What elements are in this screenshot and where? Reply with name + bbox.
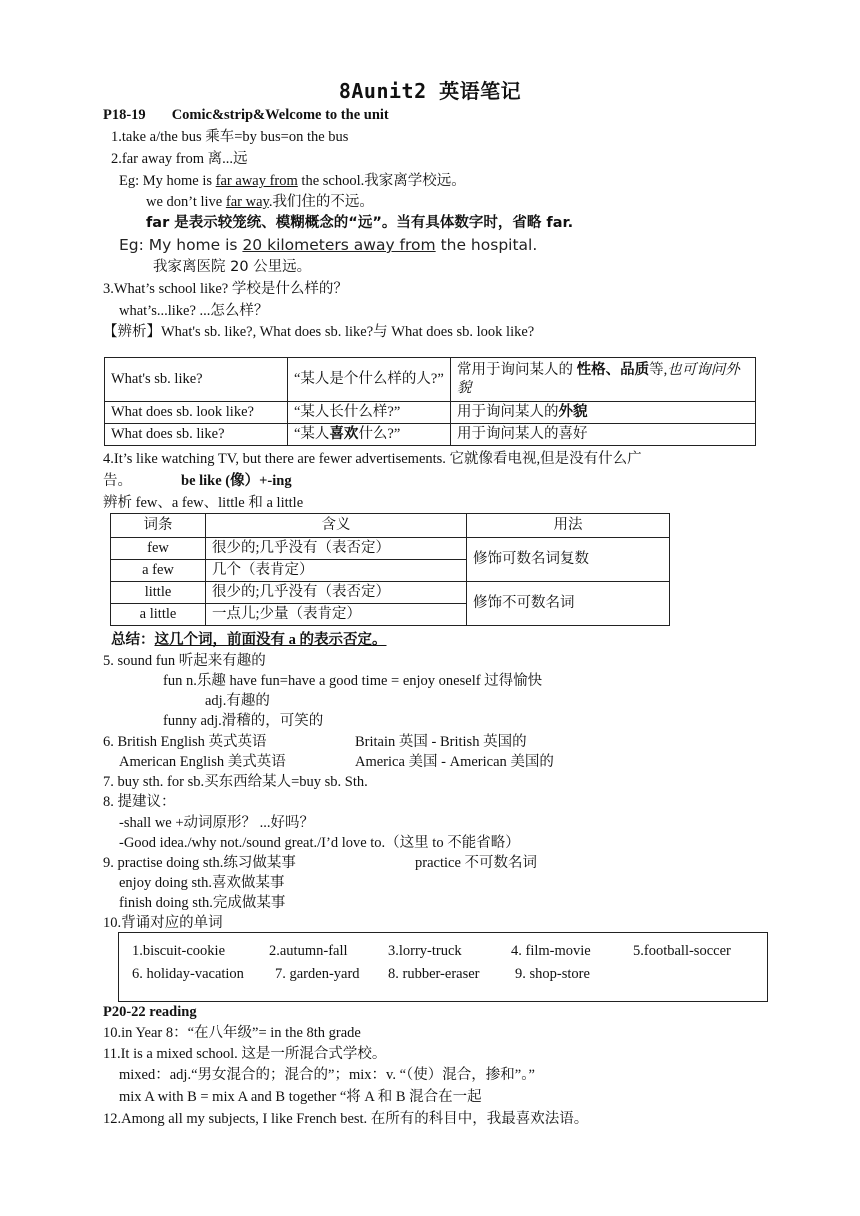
table-cell: 几个（表肯定） <box>206 560 467 582</box>
note-8: 8. 提建议： <box>103 794 176 810</box>
note-4b: 告。 <box>103 473 132 489</box>
table-cell: little <box>111 582 206 604</box>
cell-bold: 性格、品质 <box>576 362 650 379</box>
cell-italic: 也可询问外貌 <box>457 362 740 396</box>
note-9a: 9. practise doing sth.练习做某事 <box>103 855 296 871</box>
example-3-post: the hospital. <box>435 236 538 254</box>
table-cell <box>451 358 756 402</box>
bianxi-1: 【辨析】What's sb. like?, What does sb. like?与 What does sb. look like? <box>103 324 535 340</box>
table-row <box>105 424 756 446</box>
note-3b: what’s...like? ...怎么样？ <box>119 303 269 319</box>
example-1-underline: far away from <box>215 173 298 189</box>
note-4c: be like (像）+-ing <box>181 473 292 489</box>
vocab-item: 1.biscuit-cookie <box>132 943 226 959</box>
far-note: far 是表示较笼统、模糊概念的“远”。当有具体数字时，省略 far. <box>146 215 574 231</box>
reading-11: 11.It is a mixed school. 这是一所混合式学校。 <box>103 1046 387 1062</box>
example-1-pre: Eg: My home is <box>119 173 216 189</box>
cell-text: 用于询问某人的 <box>457 403 559 420</box>
vocab-item: 2.autumn-fall <box>269 943 348 959</box>
note-5d: funny adj.滑稽的，可笑的 <box>163 713 324 729</box>
table-row <box>111 582 670 604</box>
reading-10: 10.in Year 8：“在八年级”= in the 8th grade <box>103 1025 361 1041</box>
note-8c: -Good idea./why not./sound great./I’d love to.（这里 to 不能省略） <box>119 835 520 851</box>
table-row <box>111 514 670 538</box>
note-1: 1.take a/the bus 乘车=by bus=on the bus <box>111 129 349 145</box>
note-5c: adj.有趣的 <box>205 693 270 709</box>
note-5: 5. sound fun 听起来有趣的 <box>103 653 266 669</box>
note-9b: practice 不可数名词 <box>415 855 538 871</box>
section-title: Comic&strip&Welcome to the unit <box>171 107 389 123</box>
cell-text: 等, <box>649 362 668 379</box>
page-title: 8Aunit2 英语笔记 <box>338 79 522 103</box>
note-6b: Britain 英国 - British 英国的 <box>355 734 527 750</box>
cell-bold: 外貌 <box>558 403 588 420</box>
table-cell: few <box>111 538 206 560</box>
reading-11c: mix A with B = mix A and B together “将 A 和 B 混合在一起 <box>119 1089 482 1105</box>
example-3 <box>119 237 537 255</box>
table-cell: 修饰不可数名词 <box>467 582 670 626</box>
table-cell: 修饰可数名词复数 <box>467 538 670 582</box>
vocab-box <box>118 932 768 1002</box>
table-cell: What does sb. look like? <box>105 402 288 424</box>
reading-11b: mixed：adj.“男女混合的；混合的”；mix：v. “（使）混合，掺和”。” <box>119 1067 535 1083</box>
note-9d: finish doing sth.完成做某事 <box>119 895 286 911</box>
few-little-table <box>110 513 670 626</box>
note-5b: fun n.乐趣 have fun=have a good time = enjoy oneself 过得愉快 <box>163 673 543 689</box>
table-row <box>105 358 756 402</box>
note-4: 4.It’s like watching TV, but there are fewer advertisements. 它就像看电视,但是没有什么广 <box>103 451 642 467</box>
cell-bold: 喜欢 <box>329 425 359 442</box>
vocab-item: 9. shop-store <box>515 966 590 982</box>
note-9c: enjoy doing sth.喜欢做某事 <box>119 875 285 891</box>
section-heading-2: P20-22 reading <box>103 1004 197 1020</box>
table-cell: 很少的;几乎没有（表否定） <box>206 538 467 560</box>
table-header: 含义 <box>206 514 467 538</box>
vocab-item: 4. film-movie <box>511 943 591 959</box>
table-cell: 很少的;几乎没有（表否定） <box>206 582 467 604</box>
example-1 <box>119 173 466 190</box>
table-row <box>111 538 670 560</box>
note-6d: America 美国 - American 美国的 <box>355 754 554 770</box>
summary-text: 这几个词，前面没有 a 的表示否定。 <box>154 632 387 648</box>
vocab-item: 5.football-soccer <box>633 943 731 959</box>
example-2-underline: far way <box>225 194 269 210</box>
table-row <box>105 402 756 424</box>
table-header: 用法 <box>467 514 670 538</box>
summary-label: 总结： <box>111 632 155 648</box>
table-cell: What's sb. like? <box>105 358 288 402</box>
table-cell: “某人长什么样?” <box>288 402 451 424</box>
cell-text: “某人 <box>294 425 330 442</box>
example-3-pre: Eg: My home is <box>119 236 243 254</box>
note-6a: 6. British English 英式英语 <box>103 734 267 750</box>
summary <box>111 632 387 649</box>
like-comparison-table <box>104 357 756 446</box>
example-3-underline: 20 kilometers away from <box>242 236 436 254</box>
vocab-item: 6. holiday-vacation <box>132 966 244 982</box>
table-cell: “某人是个什么样的人?” <box>288 358 451 402</box>
vocab-item: 8. rubber-eraser <box>388 966 480 982</box>
table-cell: a little <box>111 604 206 626</box>
table-cell <box>288 424 451 446</box>
example-2 <box>146 194 374 211</box>
note-2: 2.far away from 离...远 <box>111 151 248 167</box>
note-6c: American English 美式英语 <box>119 754 286 770</box>
vocab-item: 3.lorry-truck <box>388 943 462 959</box>
table-cell <box>451 402 756 424</box>
note-3: 3.What’s school like? 学校是什么样的？ <box>103 281 348 297</box>
note-8b: -shall we +动词原形？ ...好吗？ <box>119 815 315 831</box>
cell-text: 常用于询问某人的 <box>457 362 577 379</box>
section-pages: P18-19 <box>103 107 146 123</box>
table-cell: a few <box>111 560 206 582</box>
note-7: 7. buy sth. for sb.买东西给某人=buy sb. Sth. <box>103 774 368 790</box>
bianxi-2: 辨析 few、a few、little 和 a little <box>103 495 304 511</box>
table-header: 词条 <box>111 514 206 538</box>
table-cell: 一点儿;少量（表肯定） <box>206 604 467 626</box>
section-heading-1 <box>103 107 389 124</box>
example-1-post: the school.我家离学校远。 <box>297 173 466 189</box>
example-3-cn: 我家离医院 20 公里远。 <box>153 259 312 275</box>
reading-12: 12.Among all my subjects, I like French best. 在所有的科目中，我最喜欢法语。 <box>103 1111 589 1127</box>
cell-text: 什么?” <box>358 425 401 442</box>
example-2-post: .我们住的不远。 <box>268 194 374 210</box>
example-2-pre: we don’t live <box>146 194 226 210</box>
table-cell: 用于询问某人的喜好 <box>451 424 756 446</box>
note-10: 10.背诵对应的单词 <box>103 915 223 931</box>
vocab-item: 7. garden-yard <box>275 966 360 982</box>
table-cell: What does sb. like? <box>105 424 288 446</box>
